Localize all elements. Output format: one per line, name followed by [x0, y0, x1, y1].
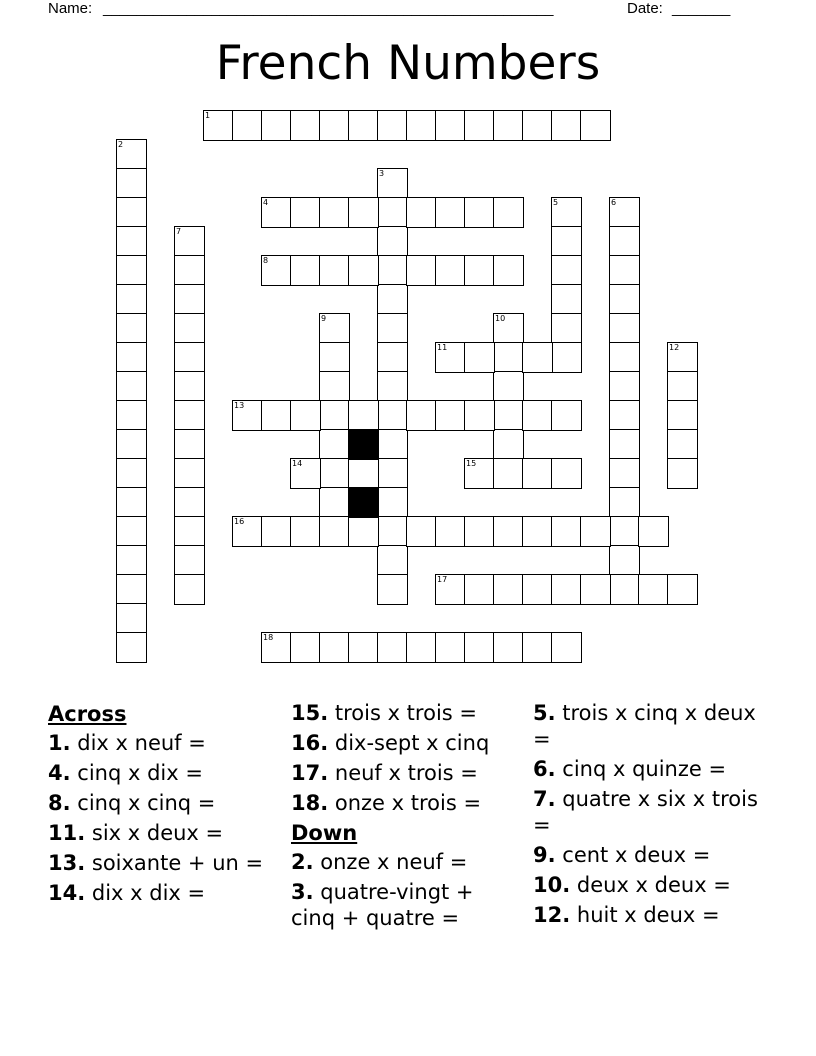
clue-down-3: 3. quatre-vingt + cinq + quatre = — [291, 880, 474, 930]
clue-number: 15 — [466, 459, 477, 468]
grid-cell[interactable] — [116, 574, 147, 605]
grid-cell[interactable] — [464, 255, 495, 286]
grid-cell[interactable] — [464, 574, 495, 605]
grid-cell[interactable] — [319, 342, 350, 373]
grid-cell[interactable] — [609, 226, 640, 257]
grid-cell[interactable] — [464, 400, 495, 431]
grid-cell[interactable] — [116, 255, 147, 286]
grid-cell[interactable] — [116, 371, 147, 402]
grid-cell[interactable] — [406, 632, 437, 663]
grid-cell[interactable] — [261, 255, 292, 286]
grid-cell[interactable] — [493, 342, 524, 373]
grid-cell[interactable] — [116, 603, 147, 634]
grid-cell[interactable] — [319, 255, 350, 286]
grid-cell[interactable] — [377, 313, 408, 344]
grid-cell[interactable] — [609, 400, 640, 431]
grid-cell[interactable] — [319, 400, 350, 431]
clue-number: 12 — [669, 343, 680, 352]
grid-cell[interactable] — [377, 197, 408, 228]
clue-number: 8 — [263, 256, 269, 265]
clue-down-7: 7. quatre x six x trois = — [533, 787, 758, 837]
grid-cell[interactable] — [116, 400, 147, 431]
grid-cell[interactable] — [261, 400, 292, 431]
clue-number: 3 — [379, 169, 385, 178]
grid-cell[interactable] — [377, 371, 408, 402]
grid-cell[interactable] — [609, 284, 640, 315]
grid-cell[interactable] — [493, 429, 524, 460]
grid-cell[interactable] — [435, 255, 466, 286]
clue-across-18: 18. onze x trois = — [291, 791, 482, 815]
clue-down-6: 6. cinq x quinze = — [533, 757, 727, 781]
grid-cell[interactable] — [290, 255, 321, 286]
clue-down-9: 9. cent x deux = — [533, 843, 711, 867]
grid-cell[interactable] — [435, 342, 466, 373]
grid-cell[interactable] — [377, 574, 408, 605]
grid-cell[interactable] — [580, 110, 611, 141]
date-line[interactable]: _______ — [672, 0, 731, 17]
clue-column-2 — [291, 700, 523, 935]
clue-number: 10 — [495, 314, 506, 323]
grid-cell[interactable] — [609, 197, 640, 228]
grid-cell[interactable] — [493, 110, 524, 141]
grid-cell[interactable] — [667, 458, 698, 489]
grid-cell[interactable] — [116, 342, 147, 373]
grid-cell[interactable] — [116, 632, 147, 663]
grid-cell[interactable] — [261, 516, 292, 547]
grid-cell[interactable] — [551, 458, 582, 489]
clue-number: 2 — [118, 140, 124, 149]
grid-cell[interactable] — [435, 110, 466, 141]
grid-cell[interactable] — [435, 516, 466, 547]
grid-cell[interactable] — [174, 226, 205, 257]
grid-cell[interactable] — [174, 400, 205, 431]
clue-across-15: 15. trois x trois = — [291, 701, 477, 725]
grid-cell[interactable] — [406, 516, 437, 547]
grid-cell[interactable] — [464, 632, 495, 663]
clue-across-16: 16. dix-sept x cinq — [291, 731, 490, 755]
grid-cell[interactable] — [319, 632, 350, 663]
grid-cell[interactable] — [232, 400, 263, 431]
grid-cell[interactable] — [290, 110, 321, 141]
grid-cell[interactable] — [522, 110, 553, 141]
grid-cell[interactable] — [493, 313, 524, 344]
grid-cell[interactable] — [348, 458, 379, 489]
grid-cell[interactable] — [464, 516, 495, 547]
grid-cell[interactable] — [551, 574, 582, 605]
grid-cell[interactable] — [377, 255, 408, 286]
clue-number: 18 — [263, 633, 274, 642]
grid-cell[interactable] — [261, 632, 292, 663]
grid-cell[interactable] — [116, 545, 147, 576]
grid-cell[interactable] — [174, 487, 205, 518]
grid-cell[interactable] — [493, 255, 524, 286]
grid-cell[interactable] — [609, 487, 640, 518]
clue-column-1 — [48, 700, 273, 910]
grid-cell[interactable] — [551, 110, 582, 141]
grid-cell[interactable] — [551, 313, 582, 344]
grid-cell[interactable] — [116, 284, 147, 315]
grid-cell[interactable] — [174, 429, 205, 460]
grid-cell[interactable] — [406, 110, 437, 141]
grid-cell[interactable] — [609, 429, 640, 460]
grid-cell[interactable] — [116, 516, 147, 547]
grid-cell[interactable] — [493, 458, 524, 489]
grid-cell[interactable] — [348, 255, 379, 286]
grid-cell[interactable] — [348, 197, 379, 228]
clue-number: 17 — [437, 575, 448, 584]
clue-number: 9 — [321, 314, 327, 323]
date-label: Date: — [627, 0, 663, 17]
grid-cell[interactable] — [551, 197, 582, 228]
grid-cell[interactable] — [406, 255, 437, 286]
clue-across-1: 1. dix x neuf = — [48, 731, 206, 755]
grid-cell[interactable] — [377, 632, 408, 663]
grid-cell[interactable] — [522, 632, 553, 663]
clue-number: 11 — [437, 343, 448, 352]
grid-cell[interactable] — [493, 632, 524, 663]
grid-cell[interactable] — [551, 632, 582, 663]
grid-cell[interactable] — [319, 487, 350, 518]
grid-cell[interactable] — [174, 545, 205, 576]
grid-cell[interactable] — [116, 487, 147, 518]
grid-cell[interactable] — [493, 516, 524, 547]
grid-cell[interactable] — [116, 226, 147, 257]
grid-cell[interactable] — [377, 458, 408, 489]
grid-cell[interactable] — [174, 284, 205, 315]
black-square — [348, 429, 379, 460]
grid-cell[interactable] — [609, 458, 640, 489]
clue-across-13: 13. soixante + un = — [48, 851, 264, 875]
grid-cell[interactable] — [116, 168, 147, 199]
clue-across-14: 14. dix x dix = — [48, 881, 206, 905]
clue-column-3 — [533, 700, 758, 932]
grid-cell[interactable] — [493, 371, 524, 402]
grid-cell[interactable] — [232, 516, 263, 547]
grid-cell[interactable] — [116, 458, 147, 489]
grid-cell[interactable] — [638, 516, 669, 547]
black-square — [348, 487, 379, 518]
clue-number: 4 — [263, 198, 269, 207]
grid-cell[interactable] — [609, 371, 640, 402]
grid-cell[interactable] — [435, 197, 466, 228]
grid-cell[interactable] — [522, 516, 553, 547]
clue-number: 14 — [292, 459, 303, 468]
clue-down-12: 12. huit x deux = — [533, 903, 720, 927]
grid-cell[interactable] — [348, 400, 379, 431]
grid-cell[interactable] — [290, 400, 321, 431]
grid-cell[interactable] — [290, 197, 321, 228]
grid-cell[interactable] — [464, 458, 495, 489]
grid-cell[interactable] — [464, 342, 495, 373]
grid-cell[interactable] — [667, 400, 698, 431]
grid-cell[interactable] — [174, 255, 205, 286]
grid-cell[interactable] — [406, 400, 437, 431]
grid-cell[interactable] — [377, 545, 408, 576]
grid-cell[interactable] — [116, 429, 147, 460]
grid-cell[interactable] — [377, 168, 408, 199]
grid-cell[interactable] — [609, 574, 640, 605]
clue-number: 5 — [553, 198, 559, 207]
grid-cell[interactable] — [290, 516, 321, 547]
grid-cell[interactable] — [319, 458, 350, 489]
clue-down-10: 10. deux x deux = — [533, 873, 731, 897]
grid-cell[interactable] — [609, 342, 640, 373]
clue-down-2: 2. onze x neuf = — [291, 850, 468, 874]
grid-cell[interactable] — [290, 632, 321, 663]
across-heading: Across — [48, 702, 127, 726]
grid-cell[interactable] — [551, 226, 582, 257]
grid-cell[interactable] — [667, 342, 698, 373]
grid-cell[interactable] — [580, 574, 611, 605]
grid-cell[interactable] — [435, 632, 466, 663]
grid-cell[interactable] — [348, 632, 379, 663]
grid-cell[interactable] — [348, 110, 379, 141]
grid-cell[interactable] — [377, 429, 408, 460]
grid-cell[interactable] — [435, 400, 466, 431]
grid-cell[interactable] — [174, 574, 205, 605]
grid-cell[interactable] — [174, 371, 205, 402]
grid-cell[interactable] — [493, 574, 524, 605]
grid-cell[interactable] — [319, 371, 350, 402]
grid-cell[interactable] — [377, 226, 408, 257]
grid-cell[interactable] — [551, 255, 582, 286]
grid-cell[interactable] — [174, 516, 205, 547]
clue-across-8: 8. cinq x cinq = — [48, 791, 216, 815]
grid-cell[interactable] — [551, 284, 582, 315]
grid-cell[interactable] — [116, 313, 147, 344]
grid-cell[interactable] — [232, 110, 263, 141]
grid-cell[interactable] — [406, 197, 437, 228]
grid-cell[interactable] — [493, 197, 524, 228]
grid-cell[interactable] — [464, 197, 495, 228]
grid-cell[interactable] — [551, 400, 582, 431]
grid-cell[interactable] — [522, 574, 553, 605]
grid-cell[interactable] — [261, 197, 292, 228]
grid-cell[interactable] — [493, 400, 524, 431]
grid-cell[interactable] — [319, 429, 350, 460]
grid-cell[interactable] — [609, 313, 640, 344]
grid-cell[interactable] — [609, 516, 640, 547]
grid-cell[interactable] — [319, 197, 350, 228]
grid-cell[interactable] — [116, 197, 147, 228]
grid-cell[interactable] — [377, 516, 408, 547]
grid-cell[interactable] — [580, 516, 611, 547]
clue-across-17: 17. neuf x trois = — [291, 761, 478, 785]
clue-across-4: 4. cinq x dix = — [48, 761, 203, 785]
grid-cell[interactable] — [522, 458, 553, 489]
grid-cell[interactable] — [551, 516, 582, 547]
grid-cell[interactable] — [319, 110, 350, 141]
grid-cell[interactable] — [174, 342, 205, 373]
grid-cell[interactable] — [522, 400, 553, 431]
clue-number: 6 — [611, 198, 617, 207]
grid-cell[interactable] — [116, 139, 147, 170]
grid-cell[interactable] — [609, 255, 640, 286]
grid-cell[interactable] — [174, 313, 205, 344]
grid-cell[interactable] — [174, 458, 205, 489]
down-heading: Down — [291, 821, 358, 845]
name-line[interactable]: ______________________________________________________ — [103, 0, 554, 17]
grid-cell[interactable] — [348, 516, 379, 547]
grid-cell[interactable] — [319, 313, 350, 344]
grid-cell[interactable] — [377, 400, 408, 431]
grid-cell[interactable] — [261, 110, 292, 141]
grid-cell[interactable] — [609, 545, 640, 576]
grid-cell[interactable] — [435, 574, 466, 605]
grid-cell[interactable] — [319, 516, 350, 547]
clue-number: 1 — [205, 111, 211, 120]
grid-cell[interactable] — [667, 429, 698, 460]
clue-number: 16 — [234, 517, 245, 526]
grid-cell[interactable] — [377, 487, 408, 518]
clue-across-11: 11. six x deux = — [48, 821, 224, 845]
clue-number: 7 — [176, 227, 182, 236]
clue-down-5: 5. trois x cinq x deux = — [533, 701, 756, 751]
grid-cell[interactable] — [377, 284, 408, 315]
grid-cell[interactable] — [203, 110, 234, 141]
grid-cell[interactable] — [638, 574, 669, 605]
page-title: French Numbers — [215, 36, 601, 91]
grid-cell[interactable] — [464, 110, 495, 141]
grid-cell[interactable] — [551, 342, 582, 373]
clue-number: 13 — [234, 401, 245, 410]
grid-cell[interactable] — [377, 110, 408, 141]
grid-cell[interactable] — [522, 342, 553, 373]
name-label: Name: — [48, 0, 93, 17]
grid-cell[interactable] — [377, 342, 408, 373]
grid-cell[interactable] — [667, 371, 698, 402]
grid-cell[interactable] — [667, 574, 698, 605]
grid-cell[interactable] — [290, 458, 321, 489]
